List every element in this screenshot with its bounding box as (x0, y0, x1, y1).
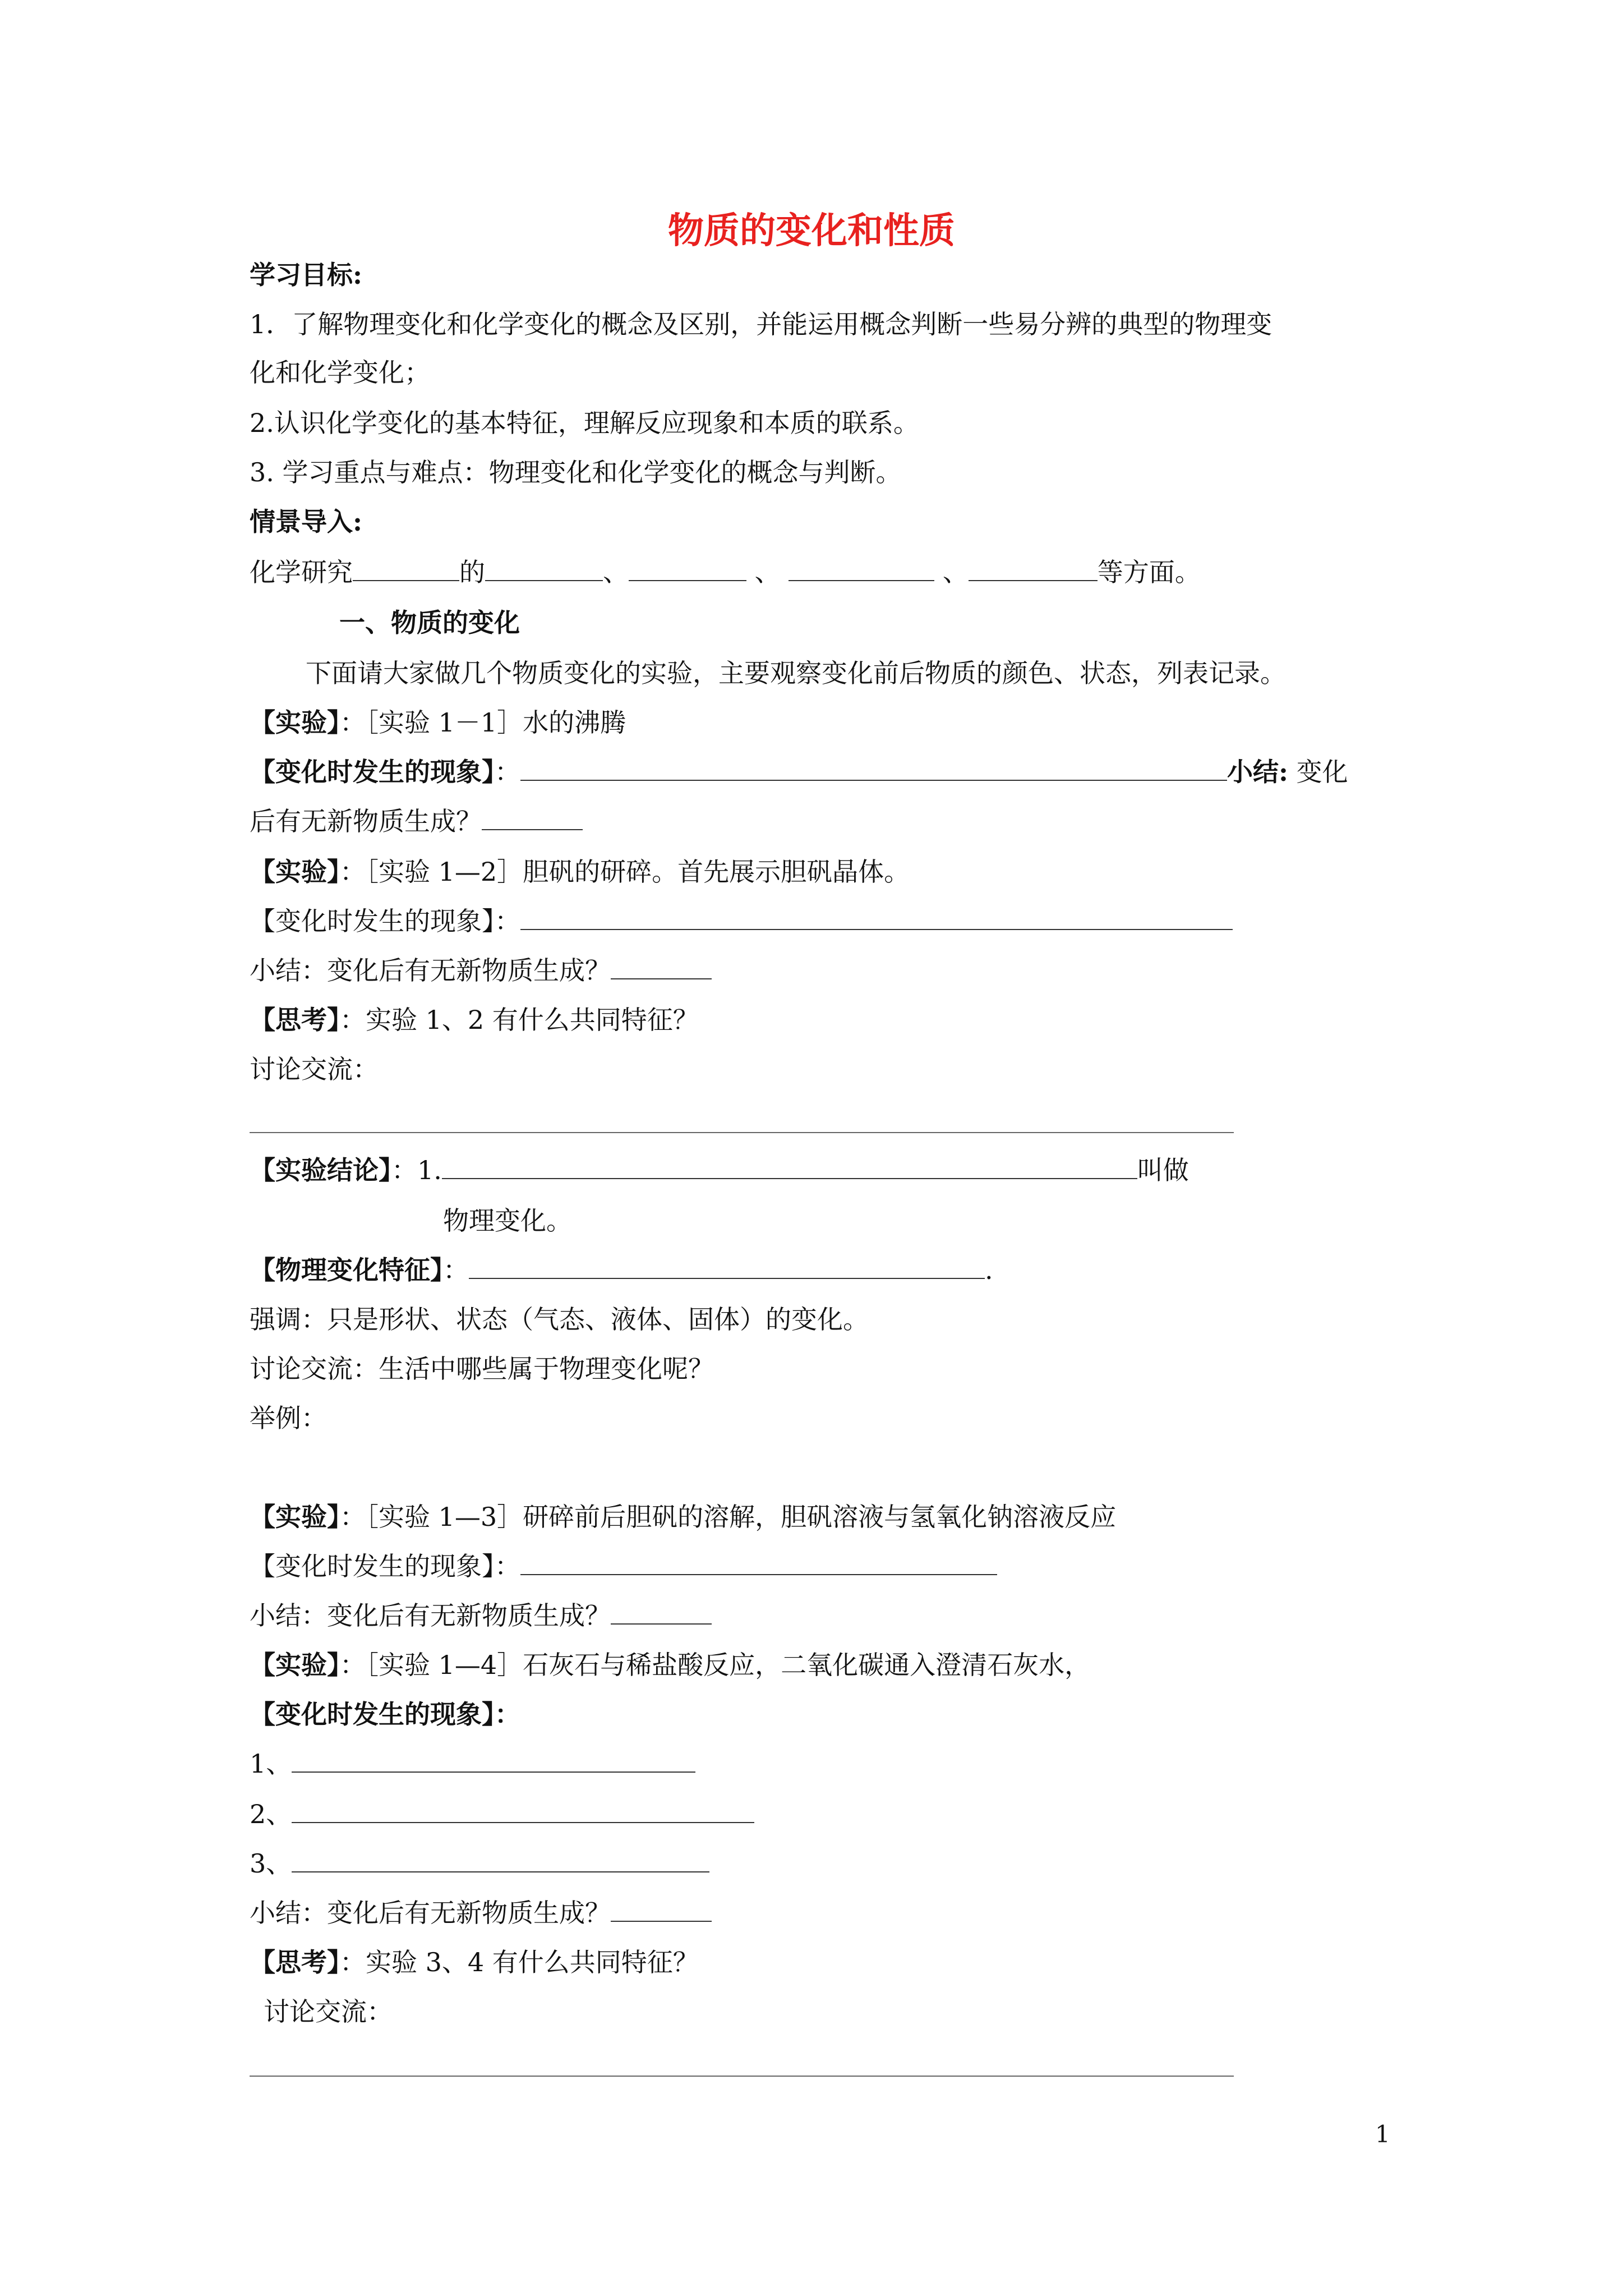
objective-1-line-2: 化和化学变化； (250, 357, 430, 388)
objective-3: 3. 学习重点与难点：物理变化和化学变化的概念与判断。 (250, 457, 902, 487)
item-2-blank[interactable] (292, 1800, 754, 1823)
experiment-label: 【实验】 (250, 1650, 340, 1680)
intro-text-d: 、 (746, 557, 789, 587)
conclusion-blank[interactable] (442, 1156, 1137, 1179)
phenomenon-label: 【变化时发生的现象】 (250, 906, 495, 936)
think-1-text: ：实验 1、2 有什么共同特征？ (340, 1005, 699, 1035)
summary-2-blank[interactable] (611, 956, 712, 979)
phenomenon-3-blank[interactable] (520, 1552, 997, 1575)
item-3-blank[interactable] (292, 1849, 709, 1872)
objective-2: 2.认识化学变化的基本特征，理解反应现象和本质的联系。 (250, 408, 919, 438)
emphasis-text: 强调：只是形状、状态（气态、液体、固体）的变化。 (250, 1304, 869, 1335)
physical-feature-end: . (985, 1255, 993, 1285)
experiment-2-text: ：［实验 1—2］胆矾的研碎。首先展示胆矾晶体。 (340, 857, 910, 887)
experiment-3 (250, 1500, 1116, 1534)
phenomenon-2-blank[interactable] (520, 907, 1233, 930)
phenomenon-4 (250, 1697, 520, 1731)
conclusion-label: 【实验结论】 (250, 1155, 391, 1185)
intro-sentence (250, 555, 1201, 589)
think-2-text: ：实验 3、4 有什么共同特征？ (340, 1947, 699, 1977)
example-label: 举例： (250, 1403, 327, 1433)
experiment-3-text: ：［实验 1—3］研碎前后胆矾的溶解，胆矾溶液与氢氧化钠溶液反应 (340, 1502, 1117, 1532)
intro-blank-4[interactable] (789, 558, 934, 581)
summary-4-text: 小结：变化后有无新物质生成？ (250, 1898, 611, 1928)
discussion-3-answer-line[interactable] (250, 2076, 1234, 2077)
summary-3-text: 小结：变化后有无新物质生成？ (250, 1600, 611, 1631)
phenomenon-colon: ： (495, 906, 520, 936)
phenomenon-4-item-3 (250, 1847, 709, 1880)
physical-feature (250, 1253, 993, 1287)
phenomenon-label: 【变化时发生的现象】 (250, 1699, 495, 1729)
experiment-label: 【实验】 (250, 857, 340, 887)
document-title: 物质的变化和性质 (668, 210, 955, 252)
summary-2 (250, 954, 712, 987)
physical-feature-label: 【物理变化特征】 (250, 1255, 443, 1285)
summary-4-blank[interactable] (611, 1898, 712, 1922)
experiment-1 (250, 706, 626, 739)
summary-2-text: 小结：变化后有无新物质生成？ (250, 955, 611, 986)
intro-blank-1[interactable] (353, 558, 459, 581)
summary-change-text: 变化 (1288, 757, 1348, 787)
intro-text-a: 化学研究 (250, 557, 353, 587)
conclusion-continued: 物理变化。 (443, 1205, 572, 1236)
experiment-label: 【实验】 (250, 707, 340, 738)
think-label: 【思考】 (250, 1005, 340, 1035)
summary-1-continued (250, 804, 583, 838)
phenomenon-label: 【变化时发生的现象】 (250, 757, 495, 787)
intro-blank-3[interactable] (629, 558, 746, 581)
conclusion-1 (250, 1153, 1189, 1187)
phenomenon-label: 【变化时发生的现象】 (250, 1551, 495, 1581)
experiment-label: 【实验】 (250, 1502, 340, 1532)
objective-1-line-1: 1．了解物理变化和化学变化的概念及区别，并能运用概念判断一些易分辨的典型的物理变 (250, 309, 1272, 339)
section-heading-changes: 一、物质的变化 (339, 608, 520, 638)
phenomenon-1-blank[interactable] (520, 757, 1227, 781)
experiment-1-text: ：［实验 1－1］水的沸腾 (340, 707, 626, 738)
think-1 (250, 1003, 699, 1037)
phenomenon-colon: ： (495, 1699, 520, 1729)
item-1-number: 1、 (250, 1749, 292, 1779)
phenomenon-colon: ： (495, 757, 520, 787)
instruction-text: 下面请大家做几个物质变化的实验，主要观察变化前后物质的颜色、状态，列表记录。 (306, 658, 1286, 688)
intro-heading: 情景导入: (250, 507, 362, 537)
summary-bold-label: 小结: (1227, 757, 1288, 787)
discussion-1: 讨论交流： (250, 1054, 379, 1084)
item-3-number: 3、 (250, 1848, 292, 1879)
think-2 (250, 1945, 699, 1979)
phenomenon-4-item-2 (250, 1797, 754, 1831)
phenomenon-2 (250, 904, 1233, 938)
discussion-2: 讨论交流：生活中哪些属于物理变化呢？ (250, 1354, 714, 1384)
intro-blank-2[interactable] (485, 558, 603, 581)
summary-3-blank[interactable] (611, 1601, 712, 1625)
summary-1-blank[interactable] (482, 807, 583, 830)
phenomenon-colon: ： (443, 1255, 469, 1285)
physical-feature-blank[interactable] (469, 1255, 985, 1279)
conclusion-text-a: ：1. (391, 1155, 442, 1185)
intro-text-c: 、 (603, 557, 629, 587)
objectives-heading: 学习目标: (250, 260, 362, 290)
summary-1-text: 后有无新物质生成？ (250, 806, 482, 836)
discussion-3: 讨论交流： (264, 1996, 393, 2027)
phenomenon-colon: ： (495, 1551, 520, 1581)
experiment-2 (250, 855, 910, 889)
experiment-4-text: ：［实验 1—4］石灰石与稀盐酸反应，二氧化碳通入澄清石灰水， (340, 1650, 1091, 1680)
intro-text-f: 等方面。 (1097, 557, 1201, 587)
intro-text-e: 、 (934, 557, 969, 587)
phenomenon-4-item-1 (250, 1747, 695, 1780)
intro-blank-5[interactable] (969, 558, 1098, 581)
summary-4 (250, 1896, 712, 1930)
phenomenon-3 (250, 1549, 997, 1583)
item-2-number: 2、 (250, 1799, 292, 1829)
experiment-4 (250, 1648, 1090, 1682)
discussion-1-answer-line[interactable] (250, 1132, 1234, 1133)
conclusion-text-b: 叫做 (1137, 1155, 1189, 1185)
summary-3 (250, 1599, 712, 1632)
phenomenon-1 (250, 755, 1348, 789)
intro-text-b: 的 (459, 557, 485, 587)
think-label: 【思考】 (250, 1947, 340, 1977)
page-number: 1 (1375, 2120, 1390, 2148)
item-1-blank[interactable] (292, 1749, 695, 1773)
